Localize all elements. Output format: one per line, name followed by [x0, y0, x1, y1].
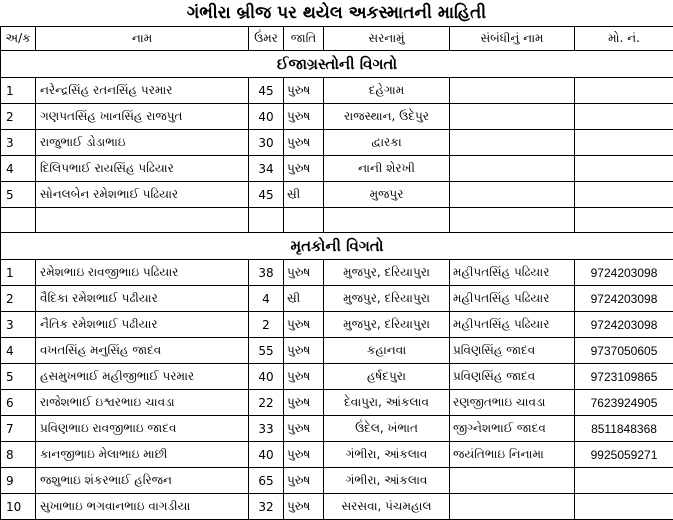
- table-row: [1, 312, 673, 338]
- relative-cell: મહીપતસિંહ પઢિયાર: [450, 312, 575, 338]
- table-row: [1, 494, 673, 520]
- phone-cell: 9724203098: [575, 260, 673, 286]
- table-row: [1, 364, 673, 390]
- relative-cell: પ્રવિણસિંહ જાદવ: [450, 338, 575, 364]
- phone-cell: [575, 78, 673, 104]
- age-cell: 34: [249, 156, 284, 182]
- serial-cell: 4: [1, 338, 36, 364]
- age-cell: 55: [249, 338, 284, 364]
- table-row: [1, 104, 673, 130]
- gender-cell: પુરુષ: [284, 78, 324, 104]
- serial-cell: 2: [1, 286, 36, 312]
- relative-cell: [450, 468, 575, 494]
- age-cell: 45: [249, 78, 284, 104]
- address-cell: હર્ષદપુરા: [324, 364, 450, 390]
- table-row: [1, 182, 673, 208]
- phone-cell: 8511848368: [575, 416, 673, 442]
- table-row: [1, 78, 673, 104]
- gender-cell: સ્રી: [284, 286, 324, 312]
- gender-cell: પુરુષ: [284, 468, 324, 494]
- serial-cell: 1: [1, 78, 36, 104]
- gender-cell: પુરુષ: [284, 364, 324, 390]
- gender-cell: પુરુષ: [284, 312, 324, 338]
- name-cell: પ્રવિણભાઇ રાવજીભાઇ જાદવ: [36, 416, 249, 442]
- blank-row: [1, 208, 673, 233]
- col-header-gender: જાતિ: [284, 27, 324, 51]
- phone-cell: 9925059271: [575, 442, 673, 468]
- address-cell: મુજપુર, દરિયાપુરા: [324, 260, 450, 286]
- relative-cell: [450, 182, 575, 208]
- age-cell: 40: [249, 364, 284, 390]
- address-cell: દેવાપુરા, આંકલાવ: [324, 390, 450, 416]
- phone-cell: 9737050605: [575, 338, 673, 364]
- table-row: [1, 156, 673, 182]
- age-cell: 38: [249, 260, 284, 286]
- gender-cell: પુરુષ: [284, 338, 324, 364]
- age-cell: 40: [249, 104, 284, 130]
- address-cell: મુજપુર, દરિયાપુરા: [324, 286, 450, 312]
- deceased-section: [1, 233, 673, 520]
- col-header-serial: અ/ક: [1, 27, 36, 51]
- gender-cell: પુરુષ: [284, 104, 324, 130]
- name-cell: રાજેશભાઈ ઇશ્વરભાઇ ચાવડા: [36, 390, 249, 416]
- name-cell: રમેશભાઇ રાવજીભાઇ પઢિયાર: [36, 260, 249, 286]
- relative-cell: જીગ્નેશભાઈ જાદવ: [450, 416, 575, 442]
- phone-cell: [575, 104, 673, 130]
- name-cell: વખતસિંહ મનુસિંહ જાદવ: [36, 338, 249, 364]
- address-cell: કહાનવા: [324, 338, 450, 364]
- page-title: ગંભીરા બ્રીજ પર થયેલ અકસ્માતની માહિતી: [186, 3, 487, 23]
- name-cell: દિલિપભાઈ રાયસિંહ પઢિયાર: [36, 156, 249, 182]
- serial-cell: 3: [1, 130, 36, 156]
- col-header-age: ઉંમર: [249, 27, 284, 51]
- section-heading-row: [1, 233, 673, 260]
- name-cell: જશુભાઇ શંકરભાઈ હરિજન: [36, 468, 249, 494]
- name-cell: હસમુખભાઈ મહીજીભાઈ પરમાર: [36, 364, 249, 390]
- table-row: [1, 260, 673, 286]
- age-cell: 33: [249, 416, 284, 442]
- phone-cell: [575, 182, 673, 208]
- age-cell: 2: [249, 312, 284, 338]
- serial-cell: 5: [1, 364, 36, 390]
- serial-cell: 2: [1, 104, 36, 130]
- table-row: [1, 338, 673, 364]
- relative-cell: પ્રવિણસિંહ જાદવ: [450, 364, 575, 390]
- gender-cell: પુરુષ: [284, 260, 324, 286]
- gender-cell: પુરુષ: [284, 156, 324, 182]
- relative-cell: [450, 130, 575, 156]
- name-cell: રાજુભાઈ ડોડાભાઇ: [36, 130, 249, 156]
- age-cell: 30: [249, 130, 284, 156]
- phone-cell: 7623924905: [575, 390, 673, 416]
- gender-cell: સ્રી: [284, 182, 324, 208]
- name-cell: ગણપતસિંહ ખાનસિંહ રાજપુત: [36, 104, 249, 130]
- address-cell: ગંભીરા, આંકલાવ: [324, 442, 450, 468]
- gender-cell: પુરુષ: [284, 390, 324, 416]
- relative-cell: [450, 78, 575, 104]
- deceased-heading: મૃતકોની વિગતો: [1, 233, 673, 260]
- serial-cell: 10: [1, 494, 36, 520]
- gender-cell: પુરુષ: [284, 494, 324, 520]
- serial-cell: 9: [1, 468, 36, 494]
- serial-cell: 1: [1, 260, 36, 286]
- injured-heading: ઈજાગ્રસ્તોની વિગતો: [1, 51, 673, 78]
- accident-table: [0, 26, 673, 520]
- address-cell: સરસવા, પંચમહાલ: [324, 494, 450, 520]
- table-row: [1, 286, 673, 312]
- relative-cell: [450, 104, 575, 130]
- section-heading-row: [1, 51, 673, 78]
- col-header-name: નામ: [36, 27, 249, 51]
- serial-cell: 4: [1, 156, 36, 182]
- phone-cell: [575, 468, 673, 494]
- address-cell: મુજપુર, દરિયાપુરા: [324, 312, 450, 338]
- gender-cell: પુરુષ: [284, 130, 324, 156]
- serial-cell: 6: [1, 390, 36, 416]
- serial-cell: 8: [1, 442, 36, 468]
- address-cell: મુજપુર: [324, 182, 450, 208]
- age-cell: 45: [249, 182, 284, 208]
- phone-cell: 9723109865: [575, 364, 673, 390]
- relative-cell: મહીપતસિંહ પઢિયાર: [450, 286, 575, 312]
- address-cell: નાની શેરખી: [324, 156, 450, 182]
- relative-cell: જયંતિભાઇ નિનામા: [450, 442, 575, 468]
- address-cell: રાજસ્થાન, ઉદેપુર: [324, 104, 450, 130]
- address-cell: ઉંદેલ, ખંભાત: [324, 416, 450, 442]
- phone-cell: [575, 156, 673, 182]
- relative-cell: મહીપતસિંહ પઢિયાર: [450, 260, 575, 286]
- col-header-phone: મો. નં.: [575, 27, 673, 51]
- name-cell: નરેન્દ્રસિંહ રતનસિંહ પરમાર: [36, 78, 249, 104]
- serial-cell: 7: [1, 416, 36, 442]
- gender-cell: પુરુષ: [284, 442, 324, 468]
- age-cell: 32: [249, 494, 284, 520]
- name-cell: સુખાભાઇ ભગવાનભાઇ વાગડીયા: [36, 494, 249, 520]
- address-cell: દ્વારકા: [324, 130, 450, 156]
- phone-cell: [575, 130, 673, 156]
- address-cell: દહેગામ: [324, 78, 450, 104]
- age-cell: 40: [249, 442, 284, 468]
- relative-cell: [450, 156, 575, 182]
- col-header-address: સરનામું: [324, 27, 450, 51]
- relative-cell: [450, 494, 575, 520]
- header-row: [1, 27, 673, 51]
- relative-cell: રણજીતભાઇ ચાવડા: [450, 390, 575, 416]
- col-header-relative: સંબંધીનું નામ: [450, 27, 575, 51]
- name-cell: કાનજીભાઇ મેલાભાઇ માછી: [36, 442, 249, 468]
- age-cell: 22: [249, 390, 284, 416]
- table-row: [1, 416, 673, 442]
- table-row: [1, 390, 673, 416]
- name-cell: વૈદિકા રમેશભાઈ પઢીયાર: [36, 286, 249, 312]
- serial-cell: 5: [1, 182, 36, 208]
- table-row: [1, 468, 673, 494]
- age-cell: 4: [249, 286, 284, 312]
- serial-cell: 3: [1, 312, 36, 338]
- table-row: [1, 442, 673, 468]
- phone-cell: 9724203098: [575, 286, 673, 312]
- address-cell: ગંભીરા, આંકલાવ: [324, 468, 450, 494]
- injured-section: [1, 51, 673, 208]
- phone-cell: [575, 494, 673, 520]
- age-cell: 65: [249, 468, 284, 494]
- phone-cell: 9724203098: [575, 312, 673, 338]
- spacer-section: [1, 208, 673, 233]
- gender-cell: પુરુષ: [284, 416, 324, 442]
- name-cell: નૈતિક રમેશભાઈ પઢીયાર: [36, 312, 249, 338]
- table-row: [1, 130, 673, 156]
- name-cell: સોનલબેન રમેશભાઈ પઢિયાર: [36, 182, 249, 208]
